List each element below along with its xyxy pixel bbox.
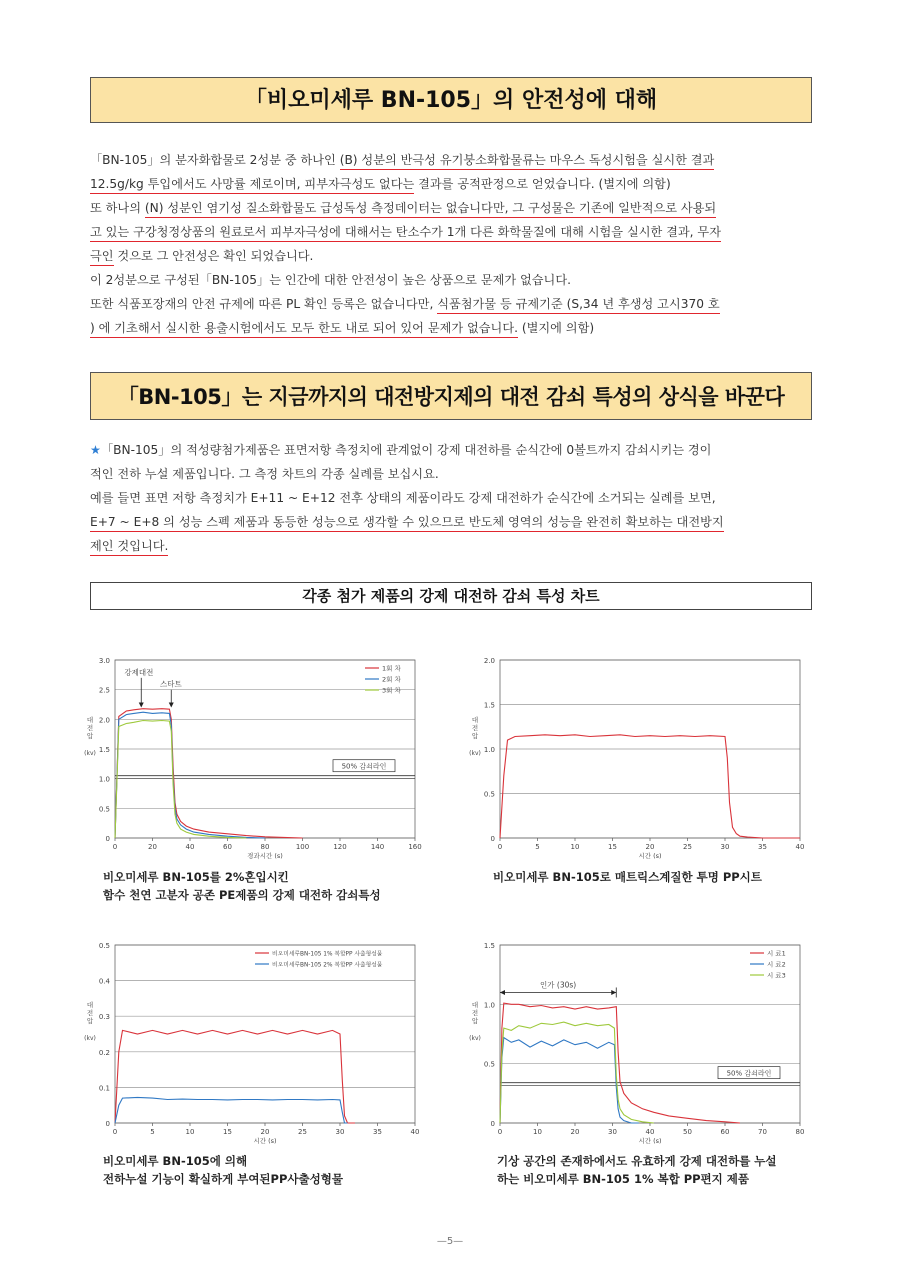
y-axis-label: 압 [86,732,94,740]
y-tick-label: 2.0 [98,716,110,725]
plot-frame [500,945,800,1123]
y-tick-label: 1.5 [98,746,110,754]
y-tick-label: 1.0 [483,1001,495,1010]
y-tick-label: 1.5 [483,942,495,950]
chart-pe-decay [70,650,450,865]
annotation-label: 스타트 [160,679,182,689]
x-axis-label: 경과시간 (s) [247,852,283,860]
text-segment: 것으로 그 안전성은 확인 되었습니다. [113,249,314,263]
x-tick-label: 60 [223,843,232,851]
x-tick-label: 160 [408,843,422,851]
x-tick-label: 35 [758,843,767,851]
annotation-arrowhead [169,702,174,707]
decay-line-label: 50% 감쇠라인 [341,762,387,771]
y-axis-unit: (kv) [84,1035,96,1042]
x-tick-label: 50 [683,1128,692,1136]
underlined-text: 제인 것입니다. [90,539,168,556]
x-tick-label: 80 [260,843,270,851]
x-tick-label: 25 [298,1128,307,1136]
section2-paragraph-1 [90,438,816,486]
y-axis-label: 압 [86,1017,94,1025]
text-segment: 「BN-105」의 적성량첨가제품은 표면저항 측정치에 관계없이 강제 대전하를 순식간에 0볼트까지 감쇠시키는 경이 [100,443,712,457]
section1-paragraph-4 [90,292,816,340]
underlined-text: 12.5g/kg 투입에서도 사망률 제로이며, 피부자극성도 없다는 [90,177,414,194]
y-axis-label: 전 [86,724,94,732]
text-segment: 또한 식품포장재의 안전 규제에 따른 PL 확인 등록은 없습니다만, [90,297,438,311]
y-tick-label: 2.5 [98,686,110,695]
x-tick-label: 10 [570,843,580,851]
section1-body [90,148,816,340]
text-segment: 적인 전하 누설 제품입니다. 그 측정 차트의 각종 실례를 보십시요. [90,467,439,481]
chart-caption-line: 비오미세루 BN-105를 2%혼입시킨 [103,870,289,884]
chart-caption [497,1152,777,1188]
span-arrowhead-left [500,990,505,995]
underlined-text: 극인 [90,249,114,266]
y-tick-label: 0.4 [98,977,110,986]
y-axis-label: 전 [86,1009,94,1017]
y-tick-label: 0.5 [483,790,495,799]
legend-label: 1회 차 [382,664,401,673]
chart-caption-line: 기상 공간의 존재하에서도 유효하게 강제 대전하를 누설 [497,1154,777,1168]
series-line-2 [115,712,265,838]
y-axis-unit: (kv) [469,750,481,757]
x-tick-label: 100 [295,843,310,851]
chart-caption-line: 비오미세루 BN-105로 매트릭스계질한 투명 PP시트 [493,870,762,884]
y-tick-label: 1.0 [98,775,110,784]
legend-label: 시 료2 [767,960,786,969]
chart-section-title: 각종 첨가 제품의 강제 대전하 감쇠 특성 차트 [90,582,812,610]
x-tick-label: 140 [370,843,385,851]
x-tick-label: 35 [373,1128,382,1136]
x-tick-label: 5 [535,843,540,851]
x-tick-label: 0 [112,1128,118,1136]
section1-paragraph-3 [90,268,816,292]
series-line-1 [500,1003,740,1123]
chart-caption-line: 하는 비오미세루 BN-105 1% 복합 PP편지 제품 [497,1172,749,1186]
y-tick-label: 3.0 [98,657,110,665]
y-tick-label: 0 [105,1120,110,1128]
y-axis-label: 대 [471,716,479,724]
series-line-3 [500,1022,654,1123]
legend-label: 시 료3 [767,971,786,980]
y-axis-label: 대 [471,1001,479,1009]
text-segment: 또 하나의 [90,201,145,215]
text-segment: 결과를 공적판정으로 얻었습니다. (별지에 의함) [414,177,671,191]
x-axis-label: 시간 (s) [253,1137,277,1145]
x-tick-label: 10 [533,1128,542,1136]
legend-label: 3회 차 [382,686,401,695]
x-tick-label: 20 [570,1128,580,1136]
series-line-1 [500,735,800,838]
section2-title: 「BN-105」는 지금까지의 대전방지제의 대전 감쇠 특성의 상식을 바꾼다 [90,372,812,420]
y-tick-label: 0 [490,835,495,843]
x-tick-label: 40 [185,843,195,851]
legend-label: 시 료1 [767,949,786,958]
annotation-label: 강제대전 [124,667,154,677]
x-tick-label: 30 [720,843,730,851]
y-axis-label: 대 [86,1001,94,1009]
y-tick-label: 0.2 [98,1048,110,1057]
x-tick-label: 70 [758,1128,767,1136]
text-segment: 예를 들면 표면 저항 측정치가 E+11 ~ E+12 전후 상태의 제품이라도 강제 대전하가 순식간에 소거되는 실례를 보면, [90,491,716,505]
text-segment: 이 2성분으로 구성된「BN-105」는 인간에 대한 안전성이 높은 상품으로 문제가 없습니다. [90,273,571,287]
chart-caption [493,868,762,886]
span-label: 인가 (30s) [540,980,577,990]
x-tick-label: 25 [683,843,692,851]
plot-frame [115,945,415,1123]
decay-line-label: 50% 감쇠라인 [726,1069,772,1078]
series-line-1 [115,1030,355,1123]
section2-body [90,438,816,558]
chart-pp-film [455,935,835,1150]
x-tick-label: 0 [112,843,118,851]
x-tick-label: 20 [148,843,157,851]
x-tick-label: 5 [150,1128,155,1136]
x-tick-label: 15 [223,1128,232,1136]
span-arrowhead-right [611,990,616,995]
x-tick-label: 10 [185,1128,195,1136]
chart-pp-injection [70,935,450,1150]
x-axis-label: 시간 (s) [638,1137,662,1145]
underlined-text: (B) 성분의 반극성 유기붕소화합물류는 마우스 독성시험을 실시한 결과 [340,153,715,170]
x-tick-label: 30 [335,1128,345,1136]
series-line-1 [115,709,303,838]
section2-paragraph-2 [90,486,816,558]
underlined-text: 식품첨가물 등 규제기준 (S,34 년 후생성 고시370 호 [437,297,719,314]
legend-label: 2회 차 [382,675,401,684]
y-tick-label: 0 [105,835,110,843]
star-icon: ★ [90,443,101,457]
chart-caption [103,868,381,904]
y-axis-label: 전 [471,1009,479,1017]
annotation-arrowhead [139,702,144,707]
x-tick-label: 40 [795,843,805,851]
x-tick-label: 60 [720,1128,730,1136]
x-tick-label: 40 [645,1128,655,1136]
y-axis-label: 압 [471,732,479,740]
x-axis-label: 시간 (s) [638,852,662,860]
section1-title: 「비오미세루 BN-105」의 안전성에 대해 [90,77,812,123]
y-tick-label: 0.1 [98,1084,110,1093]
x-tick-label: 40 [410,1128,420,1136]
text-segment: (별지에 의함) [517,321,595,335]
page-number: —5— [436,1236,464,1247]
chart-pp-sheet [455,650,835,865]
y-tick-label: 2.0 [483,657,495,665]
chart-caption-line: 함수 천연 고분자 공존 PE제품의 강제 대전하 감쇠특성 [103,888,381,902]
series-line-2 [115,1097,348,1123]
underlined-text: (N) 성분인 염기성 질소화합물도 급성독성 측정데이터는 없습니다만, 그 구성물은 기존에 일반적으로 사용되 [145,201,716,218]
y-axis-label: 압 [471,1017,479,1025]
legend-label: 비오미세루BN-105 1% 복합PP 사출형성물 [272,951,383,958]
x-tick-label: 20 [260,1128,270,1136]
y-tick-label: 0.5 [98,805,110,814]
x-tick-label: 30 [608,1128,617,1136]
y-tick-label: 1.5 [483,701,495,710]
x-tick-label: 20 [645,843,655,851]
x-tick-label: 0 [497,843,503,851]
y-axis-label: 전 [471,724,479,732]
y-tick-label: 0.5 [483,1060,495,1069]
y-tick-label: 1.0 [483,746,495,754]
y-axis-unit: (kv) [84,750,96,757]
chart-caption [103,1152,343,1188]
chart-caption-line: 비오미세루 BN-105에 의해 [103,1154,248,1168]
y-tick-label: 0 [490,1120,495,1128]
chart-caption-line: 전하누설 기능이 확실하게 부여된PP사출성형물 [103,1172,343,1186]
y-tick-label: 0.3 [98,1013,110,1022]
x-tick-label: 120 [333,843,347,851]
x-tick-label: 0 [497,1128,503,1136]
y-axis-unit: (kv) [469,1035,481,1042]
section1-paragraph-1 [90,148,816,196]
legend-label: 비오미세루BN-105 2% 복합PP 사출형성물 [272,962,383,969]
x-tick-label: 80 [795,1128,805,1136]
x-tick-label: 15 [608,843,617,851]
underlined-text: ) 에 기초해서 실시한 용출시험에서도 모두 한도 내로 되어 있어 문제가 없습니다. [90,321,518,338]
section1-paragraph-2 [90,196,816,268]
y-axis-label: 대 [86,716,94,724]
underlined-text: 고 있는 구강청정상품의 원료로서 피부자극성에 대해서는 탄소수가 1개 다른 화학물질에 대해 시험을 실시한 결과, 무자 [90,225,721,242]
underlined-text: E+7 ~ E+8 의 성능 스펙 제품과 동등한 성능으로 생각할 수 있으므로 반도체 영역의 성능을 완전히 확보하는 대전방지 [90,515,724,532]
y-tick-label: 0.5 [98,942,110,950]
text-segment: 「BN-105」의 분자화합물로 2성분 중 하나인 [90,153,340,167]
